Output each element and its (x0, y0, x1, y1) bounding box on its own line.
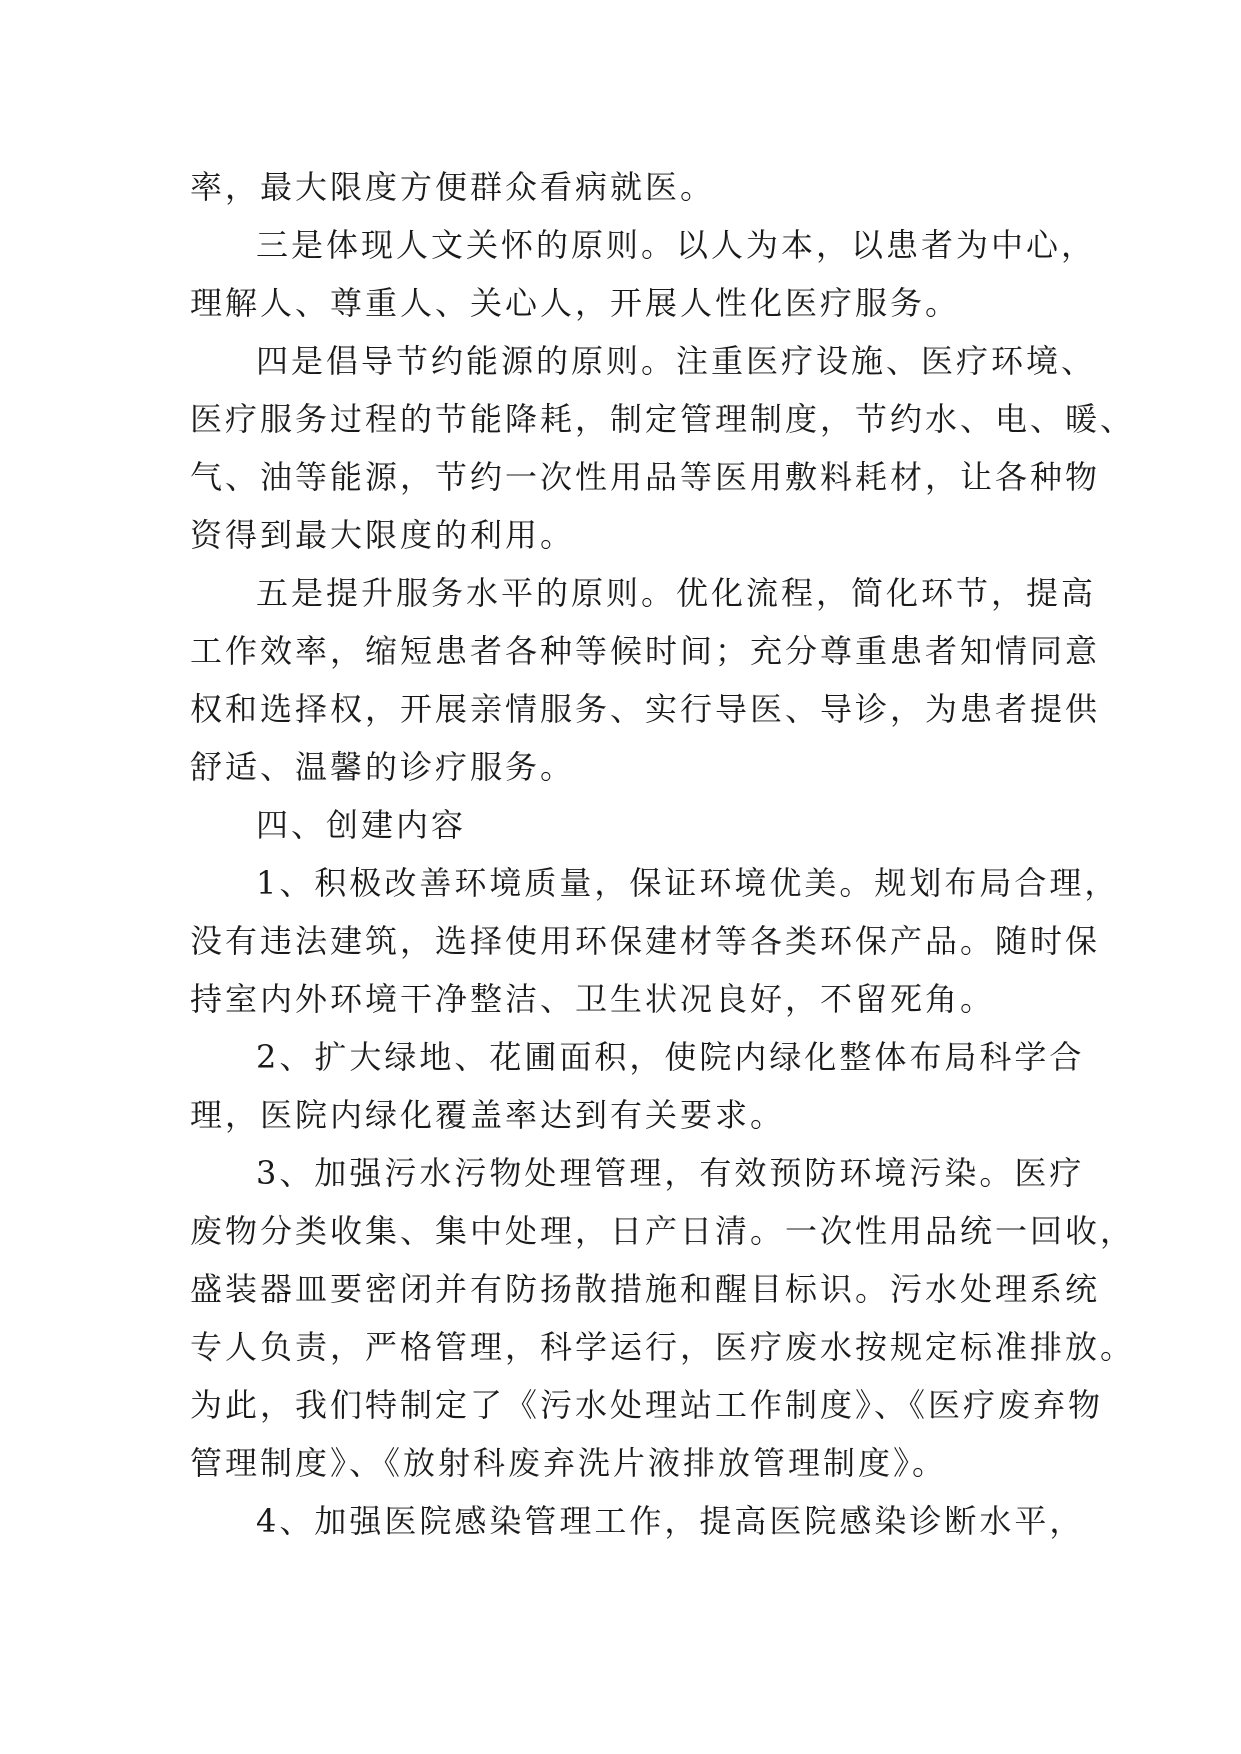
text-line: 理解人、尊重人、关心人，开展人性化医疗服务。 (190, 284, 961, 322)
text-line: 专人负责，严格管理，科学运行，医疗废水按规定标准排放。 (190, 1328, 1136, 1366)
text-line: 管理制度》、《放射科废弃洗片液排放管理制度》。 (190, 1444, 948, 1482)
text-line: 率，最大限度方便群众看病就医。 (190, 168, 716, 206)
section-heading: 四、创建内容 (256, 806, 467, 844)
paragraph-start-line: 1、积极改善环境质量，保证环境优美。规划布局合理， (256, 864, 1120, 902)
text-line: 没有违法建筑，选择使用环保建材等各类环保产品。随时保 (190, 922, 1101, 960)
paragraph-start-line: 3、加强污水污物处理管理，有效预防环境污染。医疗 (256, 1154, 1085, 1192)
text-line: 权和选择权，开展亲情服务、实行导医、导诊，为患者提供 (190, 690, 1101, 728)
text-line: 舒适、温馨的诊疗服务。 (190, 748, 576, 786)
paragraph-start-line: 三是体现人文关怀的原则。以人为本，以患者为中心， (256, 226, 1097, 264)
text-line: 资得到最大限度的利用。 (190, 516, 576, 554)
paragraph-start-line: 4、加强医院感染管理工作，提高医院感染诊断水平， (256, 1502, 1085, 1540)
document-body (190, 158, 1136, 1550)
text-line: 持室内外环境干净整洁、卫生状况良好，不留死角。 (190, 980, 996, 1018)
text-line: 废物分类收集、集中处理，日产日清。一次性用品统一回收， (190, 1212, 1136, 1250)
text-line: 理，医院内绿化覆盖率达到有关要求。 (190, 1096, 786, 1134)
text-line: 盛装器皿要密闭并有防扬散措施和醒目标识。污水处理系统 (190, 1270, 1101, 1308)
text-line: 气、油等能源，节约一次性用品等医用敷料耗材，让各种物 (190, 458, 1101, 496)
text-line: 为此，我们特制定了《污水处理站工作制度》、《医疗废弃物 (190, 1386, 1104, 1424)
text-line: 工作效率，缩短患者各种等候时间；充分尊重患者知情同意 (190, 632, 1101, 670)
paragraph-start-line: 四是倡导节约能源的原则。注重医疗设施、医疗环境、 (256, 342, 1097, 380)
paragraph-start-line: 五是提升服务水平的原则。优化流程，简化环节，提高 (256, 574, 1097, 612)
text-line: 医疗服务过程的节能降耗，制定管理制度，节约水、电、暖、 (190, 400, 1136, 438)
paragraph-start-line: 2、扩大绿地、花圃面积，使院内绿化整体布局科学合 (256, 1038, 1085, 1076)
